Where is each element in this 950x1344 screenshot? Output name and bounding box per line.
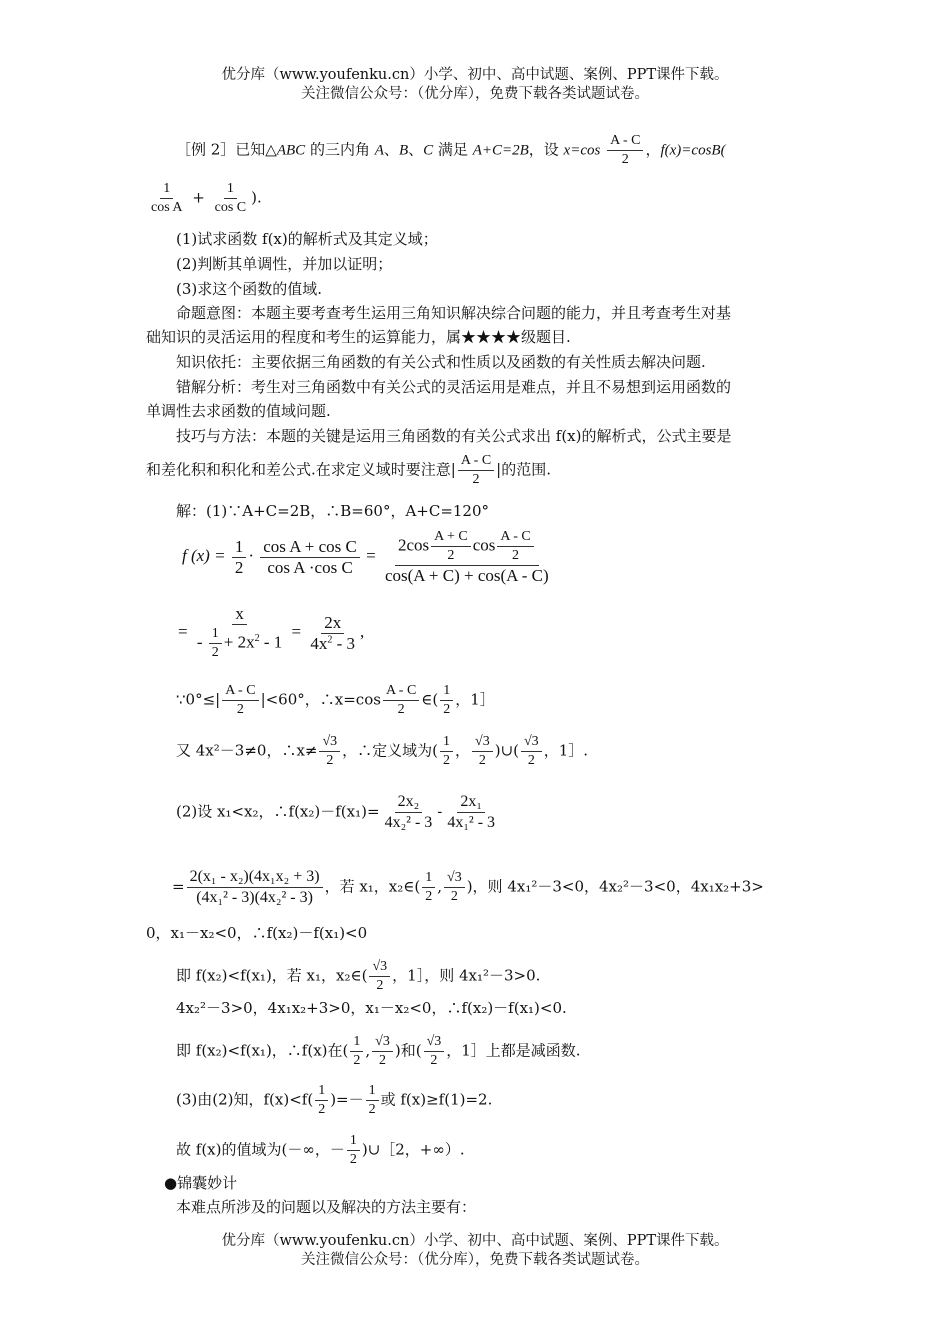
basis-line: 知识依托：主要依据三角函数的有关公式和性质以及函数的有关性质去解决问题. xyxy=(176,353,706,371)
monotonic-line-5: 4x₂²－3>0，4x₁x₂+3>0，x₁－x₂<0，∴f(x₂)－f(x₁)<0. xyxy=(176,999,567,1017)
question-2: (2)判断其单调性，并加以证明； xyxy=(176,255,393,273)
error-line-1: 错解分析：考生对三角函数中有关公式的灵活运用是难点，并且不易想到运用函数的 xyxy=(176,378,732,396)
header-line-1: 优分库（www.youfenku.cn）小学、初中、高中试题、案例、PPT课件下载。 xyxy=(221,67,729,83)
footer-line-1: 优分库（www.youfenku.cn）小学、初中、高中试题、案例、PPT课件下载。 xyxy=(221,1233,729,1249)
footer-line-2: 关注微信公众号：（优分库），免费下载各类试题试卷。 xyxy=(301,1252,649,1268)
domain-line-2: 又 4x²－3≠0，∴x≠ $\frac{√3}{2}$ ，∴定义域为( $\frac{1}{2}$ ， $\frac{√3}{2}$ )∪( $\frac{√3}{2}$ ，1］. xyxy=(176,734,588,768)
error-line-2: 单调性去求函数的值域问题. xyxy=(146,402,331,420)
method-line-1: 技巧与方法：本题的关键是运用三角函数的有关公式求出 f(x)的解析式，公式主要是 xyxy=(176,427,732,445)
example-statement: ［例 2］已知△ABC 的三内角 A、B、C 满足 A+C=2B，设 x=cos $\frac{A - C}{2}$ ，f(x)=cosB( xyxy=(176,133,726,167)
domain-line-1: ∵0°≤| $\frac{A - C}{2}$ |<60°，∴x=cos $\frac{A - C}{2}$ ∈( $\frac{1}{2}$ ，1］ xyxy=(176,683,495,717)
fraction-1-cosC: $\frac{1}{\text{cos C}}$ xyxy=(214,181,247,215)
tips-text: 本难点所涉及的问题以及解决的方法主要有： xyxy=(176,1198,477,1216)
header-line-2: 关注微信公众号：（优分库），免费下载各类试题试卷。 xyxy=(301,86,649,102)
monotonic-line-4: 即 f(x₂)<f(x₁)，若 x₁，x₂∈( $\frac{√3}{2}$ ，1］，则 4x₁²－3>0. xyxy=(176,959,541,993)
monotonic-line-3: 0，x₁－x₂<0，∴f(x₂)－f(x₁)<0 xyxy=(146,924,368,942)
intent-line-1: 命题意图：本题主要考查考生运用三角知识解决综合问题的能力，并且考查考生对基 xyxy=(176,304,732,322)
example-statement-cont: $\frac{1}{\text{cos A}}$ + $\frac{1}{\text{cos C}}$ ). xyxy=(146,180,262,217)
intent-line-2: 础知识的灵活运用的程度和考生的运算能力，属★★★★级题目. xyxy=(146,328,571,346)
question-3: (3)求这个函数的值域. xyxy=(176,280,323,298)
equation-1: f (x) = $\frac{1}{2}$ · $\frac{\text{cos A + cos C}}{\text{cos A ·cos C}}$ = 2cos $\frac{A + C}{2}$ cos $\frac{A - C}{2}$ cos(A + C) + cos(A - C) xyxy=(182,528,554,586)
range-line-1: (3)由(2)知，f(x)<f( $\frac{1}{2}$ )=－ $\frac{1}{2}$ 或 f(x)≥f(1)=2. xyxy=(176,1083,493,1117)
tips-title: ●锦囊妙计 xyxy=(164,1174,238,1192)
monotonic-line-1: (2)设 x₁<x₂，∴f(x₂)－f(x₁)= $\frac{\text{2x₂}}{\text{4x₂² - 3}}$ - $\frac{\text{2x₁}}{\text{4x₁² - 3}}$ xyxy=(176,793,496,831)
equation-2: = x - $\frac{1}{2}$ + $2x^2 - 1$ = $\frac{2x}{4x^2 - 3}$ , xyxy=(178,604,365,660)
solution-step-1: 解：(1)∵A+C=2B，∴B=60°，A+C=120° xyxy=(176,502,490,520)
monotonic-line-2: = $\frac{\text{2(x₁ - x₂)(4x₁x₂ + 3)}}{\text{(4x₁² - 3)(4x₂² - 3)}}$ ，若 x₁，x₂∈( $\frac{1}{2}$ , $\frac{√3}{2}$ )，则 4x₁²－3<0，4x₂²－3<0，4x₁x₂+3> xyxy=(172,868,764,906)
equation-1-big-fraction: 2cos $\frac{A + C}{2}$ cos $\frac{A - C}{2}$ cos(A + C) + cos(A - C) xyxy=(384,529,549,585)
fraction-1-cosA: $\frac{1}{\text{cos A}}$ xyxy=(151,181,183,215)
fraction-a-minus-c: $\frac{A - C}{2}$ xyxy=(607,132,643,169)
question-1: (1)试求函数 f(x)的解析式及其定义域； xyxy=(176,230,438,248)
range-line-2: 故 f(x)的值域为(－∞，－ $\frac{1}{2}$ )∪［2，+∞）. xyxy=(176,1133,465,1167)
monotonic-line-6: 即 f(x₂)<f(x₁)，∴f(x)在( $\frac{1}{2}$ , $\frac{√3}{2}$ )和( $\frac{√3}{2}$ ，1］上都是减函数. xyxy=(176,1034,581,1068)
method-line-2: 和差化积和积化和差公式.在求定义域时要注意| $\frac{A - C}{2}$ |的范围. xyxy=(146,453,551,487)
